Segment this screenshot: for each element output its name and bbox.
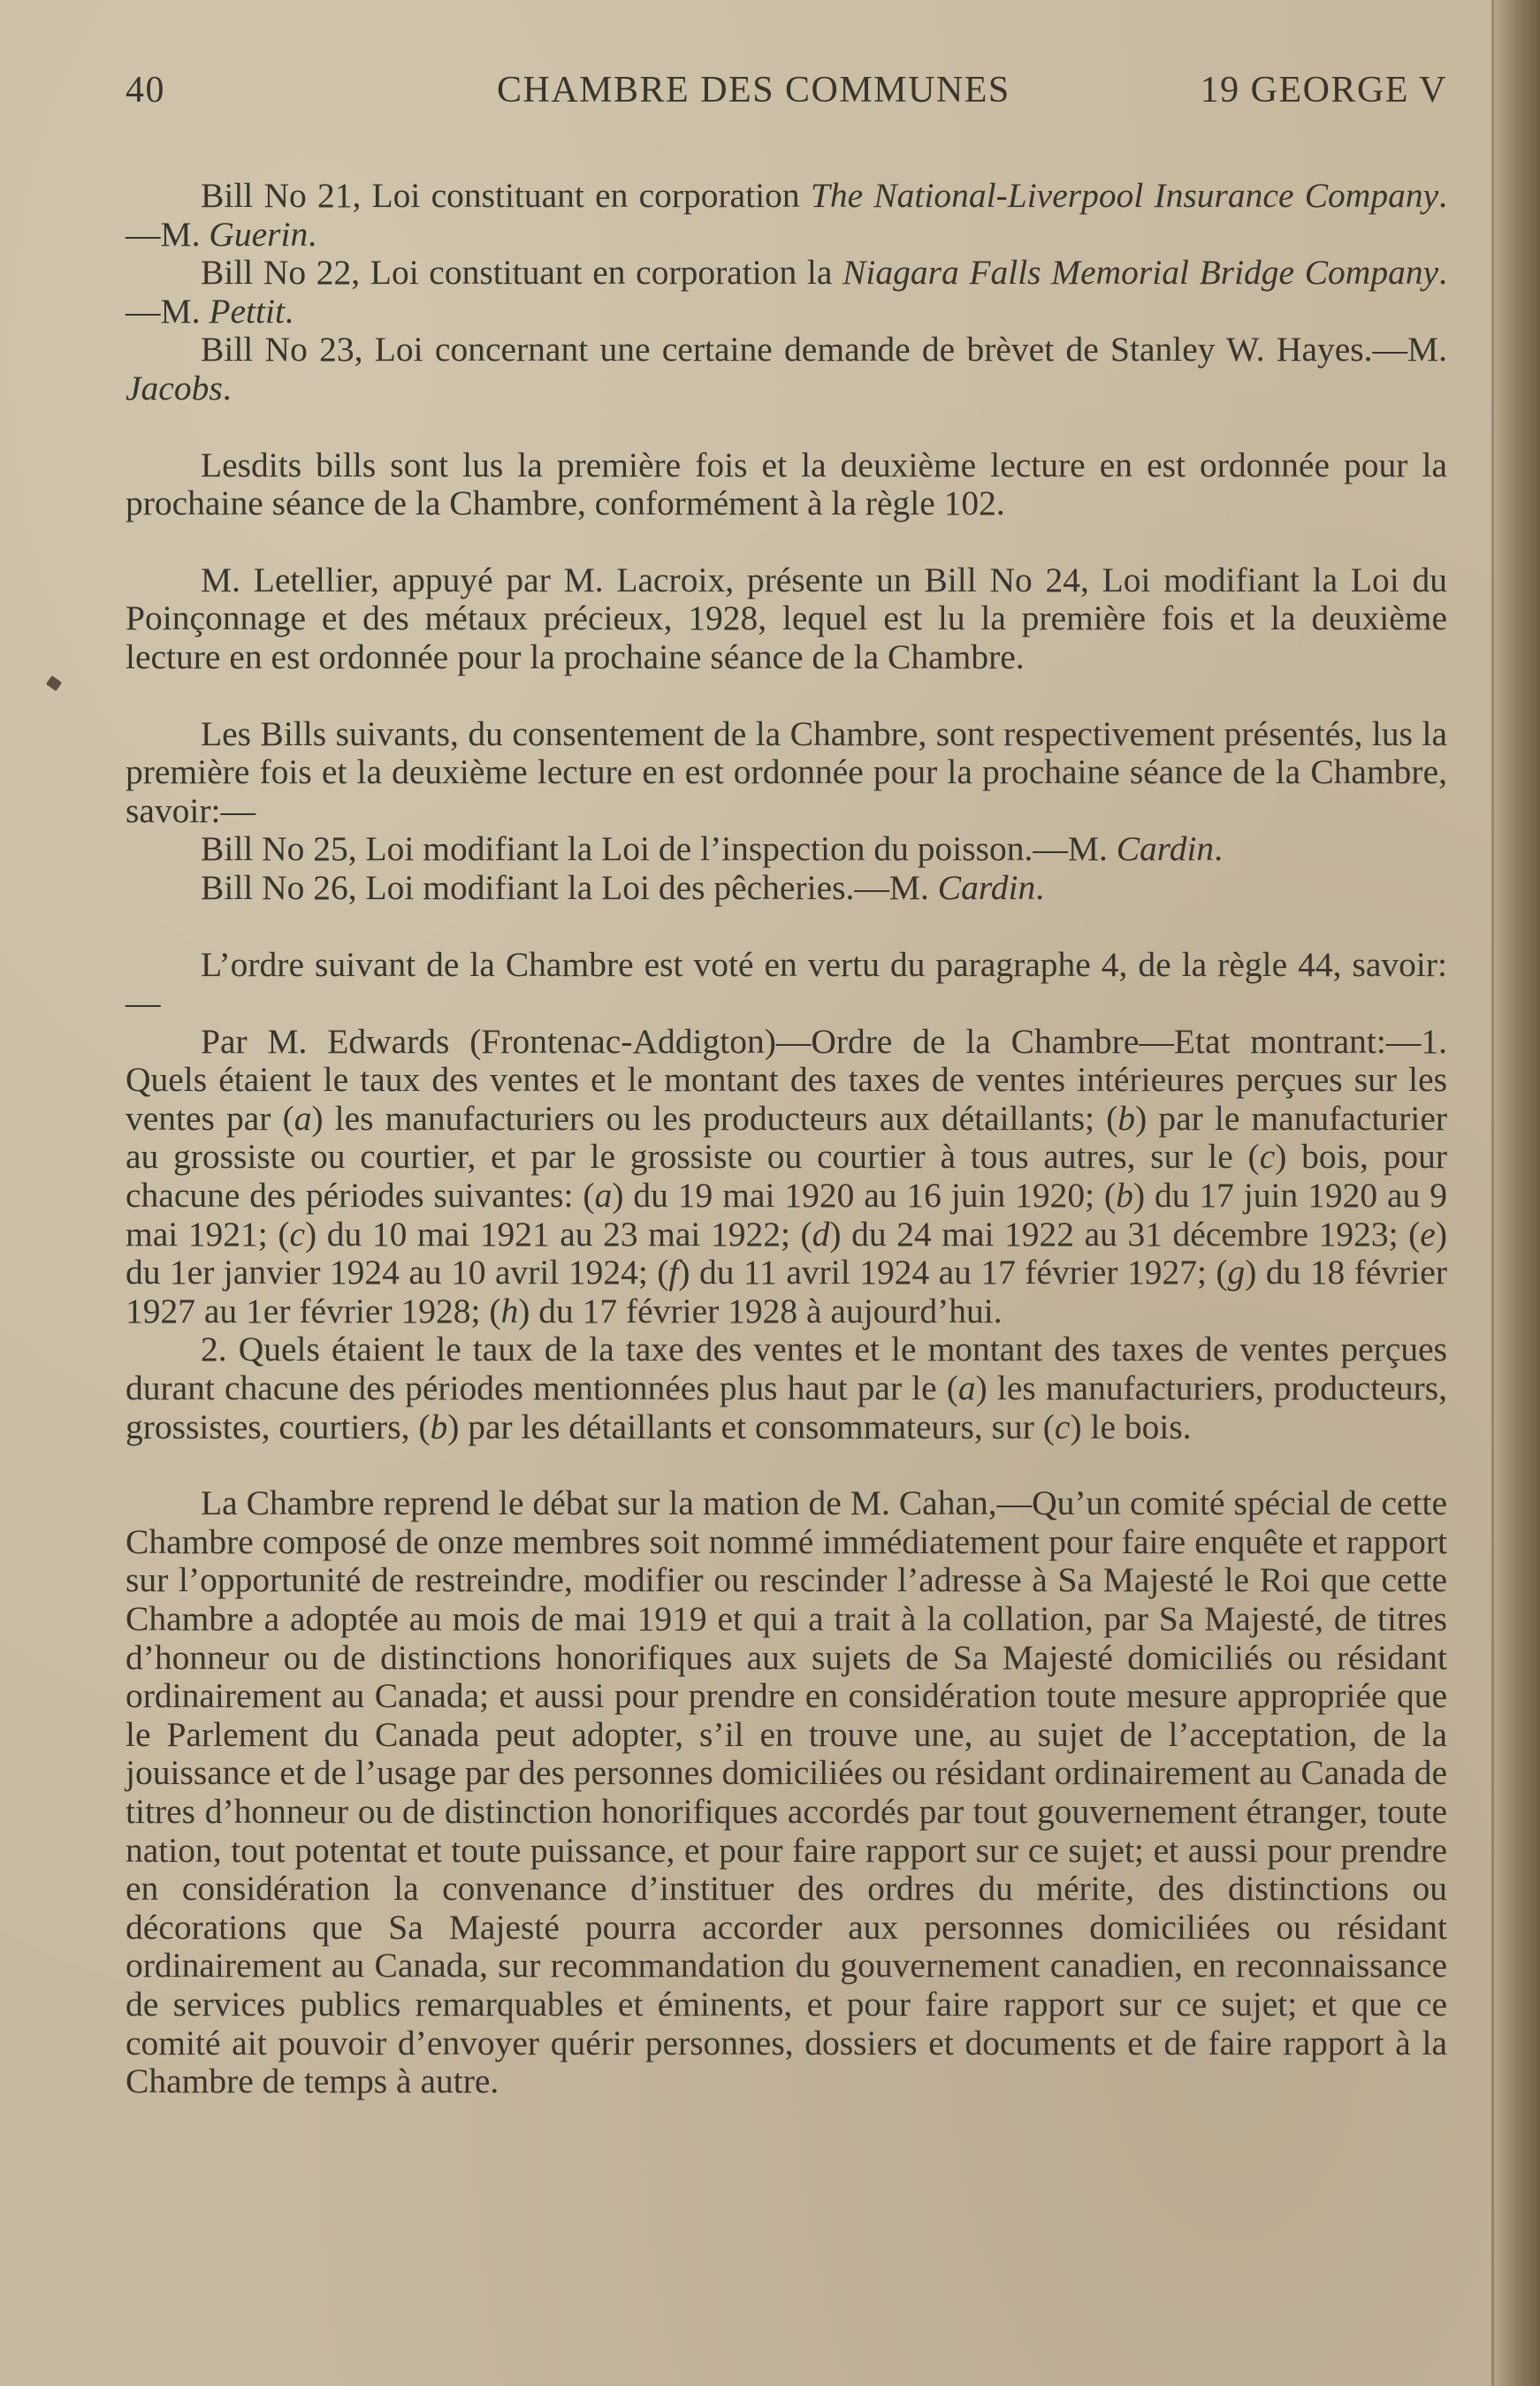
bill-25-entry: Bill No 25, Loi modifiant la Loi de l’inspection du poisson.—M. Cardin.: [201, 829, 1224, 869]
bill-23-entry: Bill No 23, Loi concernant une certaine demande de brèvet de Stanley W. Hayes.—M. Jacobs.: [126, 330, 1447, 408]
session-label: 19 GEORGE V: [1200, 70, 1447, 111]
book-spine-shadow: [1494, 0, 1540, 2386]
letellier-paragraph: M. Letellier, appuyé par M. Lacroix, présente un Bill No 24, Loi modifiant la Loi du Poinçonnage et des métaux précieux, 1928, lequel est lu la première fois et la deuxième lecture en est ordonnée pour la prochaine séance de la Chambre.: [126, 560, 1447, 676]
bill-22-entry: Bill No 22, Loi constituant en corporation la Niagara Falls Memorial Bridge Company.—M. Pettit.: [126, 253, 1447, 331]
bills-read-paragraph: Lesdits bills sont lus la première fois et la deuxième lecture en est ordonnée pour la prochaine séance de la Chambre, conformément à la règle 102.: [126, 445, 1447, 523]
journal-body: [126, 177, 1447, 2101]
question-2-paragraph: 2. Quels étaient le taux de la taxe des ventes et le montant des taxes de ventes perçues durant chacune des périodes mentionnées plus haut par le (a) les manufacturiers, producteurs, grossistes, courtiers, (b) par les détaillants et consommateurs, sur (c) le bois.: [126, 1330, 1447, 1446]
page-number: 40: [126, 70, 165, 111]
running-header: [126, 69, 1447, 118]
page-gutter-edge: [1491, 0, 1494, 2386]
margin-ink-mark: [46, 675, 62, 691]
bill-26-entry: Bill No 26, Loi modifiant la Loi des pêcheries.—M. Cardin.: [201, 867, 1045, 907]
bills-suivants-paragraph: Les Bills suivants, du consentement de la Chambre, sont respectivement présentés, lus la première fois et la deuxième lecture en est ordonnée pour la prochaine séance de la Chambre, savoir:—: [126, 713, 1447, 830]
ordre-paragraph: L’ordre suivant de la Chambre est voté en vertu du paragraphe 4, de la règle 44, savoir:—: [126, 944, 1447, 1023]
edwards-order-paragraph: Par M. Edwards (Frontenac-Addigton)—Ordre de la Chambre—Etat montrant:—1. Quels étaient le taux des ventes et le montant des taxes de ventes intérieures perçues sur les ventes par (a) les manufacturiers ou les producteurs aux détaillants; (b) par le manufacturier au grossiste ou courtier, et par le grossiste ou courtier à tous autres, sur le (c) bois, pour chacune des périodes suivantes: (a) du 19 mai 1920 au 16 juin 1920; (b) du 17 juin 1920 au 9 mai 1921; (c) du 10 mai 1921 au 23 mai 1922; (d) du 24 mai 1922 au 31 décembre 1923; (e) du 1er janvier 1924 au 10 avril 1924; (f) du 11 avril 1924 au 17 février 1927; (g) du 18 février 1927 au 1er février 1928; (h) du 17 février 1928 à aujourd’hui.: [126, 1021, 1448, 1330]
bill-21-entry: Bill No 21, Loi constituant en corporation The National-Liverpool Insurance Company.—M. Guerin.: [126, 176, 1447, 254]
journal-title: CHAMBRE DES COMMUNES: [497, 70, 1010, 111]
cahan-motion-paragraph: La Chambre reprend le débat sur la mation de M. Cahan,—Qu’un comité spécial de cette Chambre composé de onze membres soit nommé immédiatement pour faire enquête et rapport sur l’opportunité de restreindre, modifier ou rescinder l’adresse à Sa Majesté le Roi que cette Chambre a adoptée au mois de mai 1919 et qui a trait à la collation, par Sa Majesté, de titres d’honneur ou de distinctions honorifiques aux sujets de Sa Majesté domiciliés ou résidant ordinairement au Canada; et aussi pour prendre en considération toute mesure appropriée que le Parlement du Canada peut adopter, s’il en trouve une, au sujet de l’acceptation, de la jouissance et de l’usage par des personnes domiciliées ou résidant ordinairement au Canada de titres d’honneur ou de distinction honorifiques accordés par tout gouvernement étranger, toute nation, tout potentat et toute puissance, et pour faire rapport sur ce sujet; et aussi pour prendre en considération la convenance d’instituer des ordres du mérite, des distinctions ou décorations que Sa Majesté pourra accorder aux personnes domiciliées ou résidant ordinairement au Canada, sur recommandation du gouvernement canadien, en reconnaissance de services publics remarquables et éminents, et pour faire rapport sur ce sujet; et que ce comité ait pouvoir d’envoyer quérir personnes, dossiers et documents et de faire rapport à la Chambre de temps à autre.: [126, 1483, 1448, 2101]
